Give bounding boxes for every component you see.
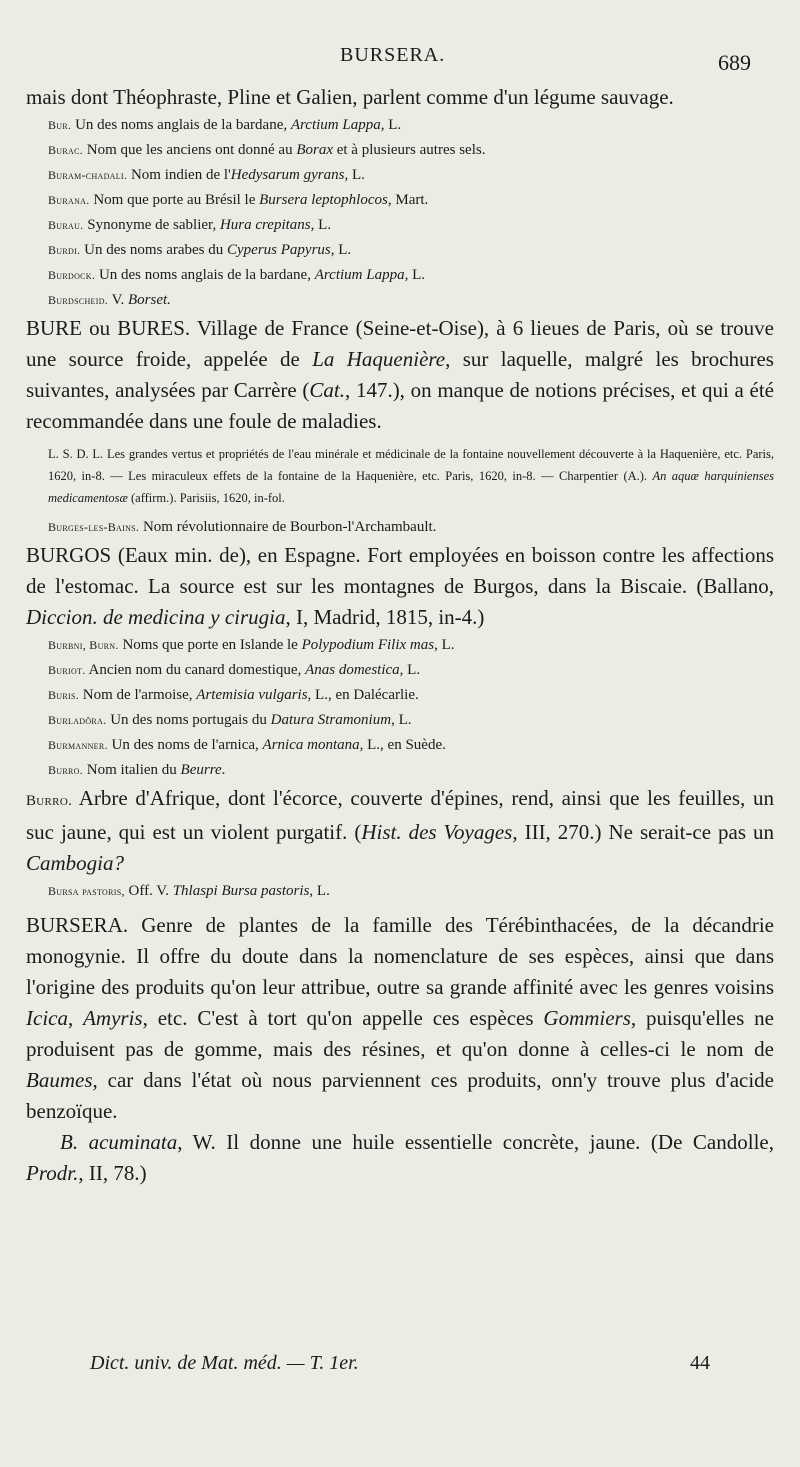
- entry-tail: , L.: [380, 117, 402, 133]
- entry-term: Burmanner.: [48, 738, 108, 752]
- entry-tail: et à plusieurs autres sels.: [332, 142, 486, 158]
- entry: [48, 708, 774, 733]
- entry: [48, 188, 774, 213]
- entry-tail: , L.: [404, 267, 426, 283]
- entry-italic: Datura Stramonium: [270, 712, 392, 728]
- article-text: ,: [67, 1006, 84, 1030]
- entry-italic: Beurre: [180, 762, 222, 778]
- article-italic: Amyris: [83, 1006, 143, 1030]
- running-head: BURSERA.: [340, 44, 446, 66]
- entry-text: Noms que porte en Islande le: [122, 637, 302, 653]
- article-text: , II, 78.): [78, 1161, 147, 1185]
- entry-tail: , L.: [399, 662, 421, 678]
- article-text: , W. Il donne une huile essentielle concrète, jaune. (De Candolle,: [177, 1130, 774, 1154]
- entry-term: Burges-les-Bains.: [48, 520, 140, 534]
- article-text: , I, Madrid, 1815, in-4.): [285, 605, 485, 629]
- entry-term: Burladōra.: [48, 713, 107, 727]
- entry: [48, 138, 774, 163]
- biblio-tail: (affirm.). Parisiis, 1620, in-fol.: [127, 491, 285, 505]
- article-italic: Cat.: [309, 378, 345, 402]
- bibliography-note: [48, 443, 774, 509]
- entry-text: Un des noms arabes du: [84, 242, 227, 258]
- entry: [48, 163, 774, 188]
- entry: [48, 658, 774, 683]
- entry-term: Buram-chadali.: [48, 168, 128, 182]
- entry-italic: Cyperus Papyrus: [227, 242, 331, 258]
- entry-tail: , L.: [309, 883, 330, 899]
- entry: [48, 879, 774, 904]
- article-text: Village de France (Seine-et-Oise), à 6 lieues de Paris, où se trouve une source froide, appelée de: [26, 316, 774, 371]
- entry-italic: Artemisia vulgaris: [196, 687, 308, 703]
- entry-tail: , Mart.: [387, 192, 429, 208]
- entry-text: Nom indien de l': [130, 167, 231, 183]
- article-text: , sur laquelle, malgré les brochures suivantes, analysées par Carrère (: [26, 347, 774, 402]
- species-name: B. acuminata: [60, 1130, 178, 1154]
- entry-list-b: [26, 633, 774, 783]
- entry: [48, 733, 774, 758]
- signature-mark: 44: [690, 1352, 710, 1374]
- entry: [48, 263, 774, 288]
- entry-term: Burac.: [48, 143, 84, 157]
- article-text: , 147.), on manque de notions précises, et qui a été recommandée dans une foule de maladies.: [26, 378, 774, 433]
- entry: [48, 633, 774, 658]
- article-term: Burro.: [26, 793, 73, 809]
- article-italic: Cambogia?: [26, 851, 125, 875]
- footer-title: Dict. univ. de Mat. méd. — T. 1er.: [90, 1352, 359, 1374]
- article-headword: BURE ou BURES.: [26, 316, 191, 340]
- bure-article: [26, 313, 774, 437]
- entry-term: Buris.: [48, 688, 80, 702]
- entry: [48, 238, 774, 263]
- article-italic: Icica: [26, 1006, 68, 1030]
- article-italic: Diccion. de medicina y cirugia: [26, 605, 286, 629]
- entry-text: Un des noms de l'arnica,: [111, 737, 263, 753]
- entry-text: Un des noms anglais de la bardane,: [98, 267, 315, 283]
- entry: [48, 213, 774, 238]
- biblio-text: L. S. D. L. Les grandes vertus et propriétés de l'eau minérale et médicinale de la fontaine nouvellement découverte à la Haquenière, etc. Paris, 1620, in-8. — Les miraculeux effets de la fontaine de la Haquenière, etc. Paris, 1620, in-8. — Charpentier (A.).: [48, 447, 774, 483]
- entry-term: Bursa pastoris,: [48, 884, 125, 898]
- acuminata-paragraph: [26, 1127, 774, 1189]
- entry-italic: Anas domestica: [305, 662, 400, 678]
- entry-italic: Hedysarum gyrans: [230, 167, 345, 183]
- article-text: , III, 270.) Ne serait-ce pas un: [512, 820, 774, 844]
- entry-tail: , L.: [330, 242, 352, 258]
- entry-term: Burdscheid.: [48, 293, 109, 307]
- entry-term: Burdi.: [48, 243, 81, 257]
- entry: [48, 515, 774, 540]
- article-italic: Prodr.: [26, 1161, 79, 1185]
- entry-tail: , L., en Dalécarlie.: [307, 687, 419, 703]
- entry: [48, 758, 774, 783]
- entry-text: Nom révolutionnaire de Bourbon-l'Archambault.: [142, 519, 437, 535]
- entry-term: Burau.: [48, 218, 84, 232]
- entry-tail: , L.: [344, 167, 365, 183]
- intro-paragraph: mais dont Théophraste, Pline et Galien, parlent comme d'un légume sauvage.: [26, 85, 674, 109]
- page-number: 689: [718, 50, 751, 75]
- page-header: [0, 44, 800, 84]
- page-footer: [90, 1352, 730, 1386]
- entry: [48, 288, 774, 313]
- entry-tail: , L., en Suède.: [359, 737, 446, 753]
- entry-tail: , L.: [391, 712, 412, 728]
- article-text: Genre de plantes de la famille des Térébinthacées, de la décandrie monogynie. Il offre du doute dans la nomenclature de ses espèces, ainsi que dans l'origine des produits qu'on leur attribue, outre sa grande affinité avec les genres voisins: [26, 913, 774, 999]
- entry-term: Burdock.: [48, 268, 96, 282]
- biblio-italic: An aquæ harquinienses medicamentosæ: [48, 469, 774, 505]
- entry-term: Burro.: [48, 763, 84, 777]
- entry-italic: Hura crepitans: [219, 217, 311, 233]
- entry: [48, 683, 774, 708]
- article-text: , car dans l'état où nous parviennent ces produits, onn'y trouve plus d'acide benzoïque.: [26, 1068, 774, 1123]
- entry-tail: , L.: [310, 217, 332, 233]
- entry-text: Nom de l'armoise,: [82, 687, 197, 703]
- burgos-article: [26, 540, 774, 633]
- article-italic: La Haquenière: [312, 347, 446, 371]
- article-italic: Hist. des Voyages: [361, 820, 513, 844]
- entry-italic: Arctium Lappa: [290, 117, 381, 133]
- entry-italic: Polypodium Filix mas: [301, 637, 435, 653]
- entry-term: Burbni, Burn.: [48, 638, 119, 652]
- article-text: Arbre d'Afrique, dont l'écorce, couverte d'épines, rend, ainsi que les feuilles, un suc jaune, qui est un violent purgatif. (: [26, 786, 774, 844]
- entry-text: Un des noms anglais de la bardane,: [75, 117, 291, 133]
- entry-italic: Borax: [296, 142, 333, 158]
- entry-text: Un des noms portugais du: [110, 712, 271, 728]
- entry-text: Nom italien du: [86, 762, 181, 778]
- entry-italic: Arnica montana: [262, 737, 360, 753]
- entry-italic: Bursera leptophlocos: [259, 192, 388, 208]
- article-headword: BURGOS: [26, 543, 112, 567]
- article-italic: Baumes: [26, 1068, 93, 1092]
- entry-text: Off. V.: [128, 883, 173, 899]
- article-text: , etc. C'est à tort qu'on appelle ces espèces: [142, 1006, 544, 1030]
- entry-text: Synonyme de sablier,: [87, 217, 220, 233]
- page-body: [26, 82, 774, 1189]
- entry-text: Ancien nom du canard domestique,: [88, 662, 306, 678]
- entry-list-a: [26, 113, 774, 313]
- burro-article: [26, 783, 774, 879]
- entry-term: Bur.: [48, 118, 72, 132]
- entry-text: Nom que les anciens ont donné au: [86, 142, 297, 158]
- entry: [48, 113, 774, 138]
- article-headword: BURSERA.: [26, 913, 129, 937]
- article-italic: Gommiers: [543, 1006, 631, 1030]
- entry-tail: .: [221, 762, 226, 778]
- entry-text: Nom que porte au Brésil le: [93, 192, 260, 208]
- article-text: (Eaux min. de), en Espagne. Fort employées en boisson contre les affections de l'estomac. La source est sur les montagnes de Burgos, dans la Biscaie. (Ballano,: [26, 543, 774, 598]
- entry-text: V.: [111, 292, 128, 308]
- entry-italic: Thlaspi Bursa pastoris: [172, 883, 310, 899]
- entry-italic: Arctium Lappa: [314, 267, 405, 283]
- bursera-article: [26, 910, 774, 1127]
- entry-term: Buriot.: [48, 663, 86, 677]
- entry-tail: , L.: [434, 637, 455, 653]
- entry-term: Burana.: [48, 193, 90, 207]
- entry-italic: Borset.: [127, 292, 171, 308]
- article-text: , puisqu'elles ne produisent pas de gomme, mais des résines, et qu'on donne à celles-ci le nom de: [26, 1006, 774, 1061]
